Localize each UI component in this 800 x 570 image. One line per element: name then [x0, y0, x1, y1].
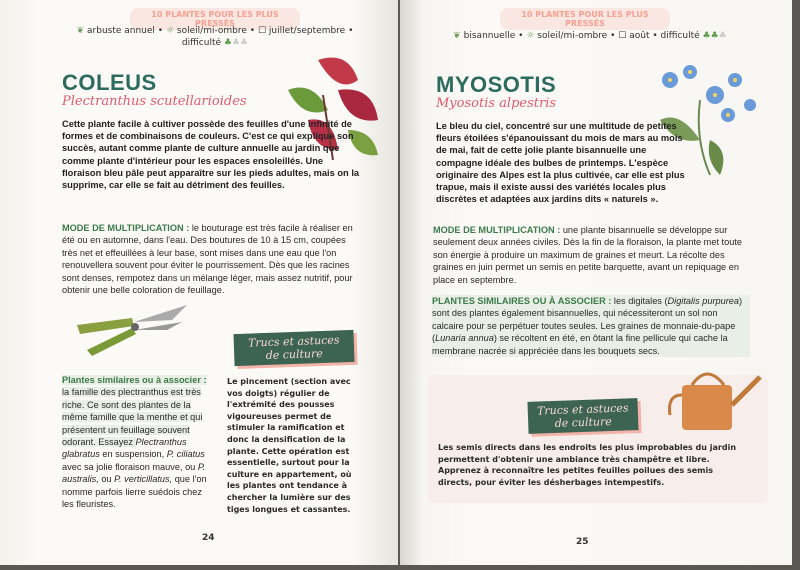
similar-text: la famille des plectranthus est très riche. Ce sont des plantes de la même famille que la menthe et qui présentent un feuillage souvent odorant. Essayez	[62, 387, 203, 448]
similar-text: ) se récoltent en été, en ôtant la fine pellicule qui cache la membrane nacrée si appréciée dans les bouquets secs.	[432, 333, 728, 356]
meta-exposure: soleil/mi-ombre	[176, 26, 247, 36]
similar-species: Digitalis purpurea	[667, 296, 740, 306]
meta-period: août	[629, 31, 650, 41]
similar-plants-paragraph	[62, 374, 212, 510]
similar-species: P. australis,	[62, 461, 206, 485]
meta-period: juillet/septembre	[268, 26, 346, 36]
similar-text: ) sont des plantes également bisannuelles, qui nécessiteront un sol non calcaire pour se perpétuer toutes seules. Les graines de monnaie-du-pape (	[432, 296, 743, 344]
multiplication-text: le bouturage est très facile à réaliser en été ou en automne, dans l'eau. Des boutures de 10 à 15 cm, coupées très net et effeuillées à leur base, sont mises dans une eau que l'on renouvellera souvent pour éviter le pourrissement. Dès que les racines sont denses, rempotez dans un mélange léger, mais assez nutritif, pour obtenir une belle coloration de feuillage.	[62, 223, 353, 296]
page-number: 25	[576, 537, 589, 547]
section-band: 10 PLANTES POUR LES PLUS PRESSÉS	[130, 8, 300, 30]
multiplication-label: MODE DE MULTIPLICATION :	[62, 223, 190, 233]
pruning-shears-illustration	[72, 300, 192, 360]
similar-species: P. ciliatus	[166, 449, 205, 460]
tips-heading-line: de culture	[554, 415, 612, 430]
tips-text: Les semis directs dans les endroits les plus improbables du jardin permettent d'obtenir une ambiance très champêtre et libre. Apprenez à reconnaître les petites feuilles poilues des semis directs, pour éviter les désherbages intempestifs.	[438, 443, 737, 487]
difficulty-rating: ♣♣♣	[702, 31, 727, 41]
similar-plants-paragraph	[432, 295, 750, 357]
plant-meta: ❦ arbuste annuel • ☼ soleil/mi-ombre • ☐ juillet/septembre • difficulté ♣♣♣	[76, 26, 354, 48]
calendar-icon: ☐	[257, 26, 267, 36]
similar-text: que l'on nomme parfois lierre suédois chez les fleuristes.	[62, 474, 207, 510]
tips-heading-line: Trucs et astuces	[536, 401, 629, 418]
watering-can-illustration	[662, 365, 762, 435]
left-page	[0, 0, 398, 565]
plant-latin-name: Plectranthus scutellarioides	[62, 94, 247, 109]
similar-plants-label: PLANTES SIMILAIRES OU À ASSOCIER :	[432, 296, 612, 306]
difficulty-rating: ♣♣♣	[223, 38, 249, 48]
multiplication-text: une plante bisannuelle se développe sur seulement deux années civiles. Dès la fin de la floraison, la plante met toute son énergie à produire un maximum de graines et meurt. La récolte des graines en juin permet un semis en petite barquette, avant un repiquage en place en septembre.	[433, 225, 742, 285]
similar-text: les digitales (	[611, 296, 668, 306]
similar-species: Lunaria annua	[435, 333, 494, 344]
multiplication-paragraph	[62, 222, 362, 296]
sprout-icon: ❦	[76, 26, 85, 36]
similar-text: ou	[98, 474, 115, 485]
tips-heading	[527, 398, 638, 434]
plant-title: MYOSOTIS	[436, 72, 557, 97]
similar-species: P. verticillatus,	[114, 474, 173, 485]
calendar-icon: ☐	[618, 31, 627, 41]
right-page	[400, 0, 792, 565]
tips-heading	[233, 330, 354, 366]
intro-paragraph: Cette plante facile à cultiver possède des feuilles d'une infinité de formes et de combinaisons de couleurs. C'est ce qui explique son succès, autant comme plante de culture annuelle au jardin que comme plante d'intérieur pour les espaces ensoleillés. Une floraison bleu pâle peut apparaître sur les pieds adultes, mais on la supprime, car elle se fait au détriment des feuilles.	[62, 119, 360, 191]
similar-plants-label: Plantes similaires ou à associer :	[62, 375, 207, 385]
tips-heading-line: Trucs et astuces	[247, 333, 340, 350]
meta-difficulty-label: difficulté	[181, 38, 222, 48]
multiplication-paragraph	[433, 224, 745, 286]
intro-paragraph: Le bleu du ciel, concentré sur une multitude de petites fleurs étoilées s'épanouissant du mois de mars au mois de mai, fait de cette jolie plante bisannuelle une compagne idéale des bulbes de printemps. L'espèce originaire des Alpes est la plus cultivée, car elle est plus trapue, mais il existe aussi des variétés locales plus discrètes et adaptées aux jardins dits « naturels ».	[436, 121, 685, 205]
plant-title: COLEUS	[62, 70, 157, 95]
sun-icon: ☼	[526, 31, 535, 41]
similar-text: avec sa jolie floraison mauve, ou	[62, 461, 198, 472]
similar-species: Plectranthus glabratus	[62, 437, 187, 460]
similar-text: en suspension,	[99, 449, 167, 460]
page-number: 24	[202, 533, 215, 543]
meta-difficulty-label: difficulté	[660, 31, 700, 41]
meta-type: bisannuelle	[463, 31, 516, 41]
tips-text: Le pincement (section avec vos doigts) régulier de l'extrémité des pousses vigoureuses permet de stimuler la ramification et donc la densification de la plante. Cette opération est essentielle, surtout pour la culture en appartement, où les plantes ont tendance à chercher la lumière sur des tiges longues et cassantes.	[227, 377, 352, 514]
multiplication-label: MODE DE MULTIPLICATION :	[433, 225, 561, 235]
meta-exposure: soleil/mi-ombre	[537, 31, 608, 41]
plant-latin-name: Myosotis alpestris	[436, 96, 557, 111]
meta-type: arbuste annuel	[87, 26, 155, 36]
plant-meta: ❦ bisannuelle • ☼ soleil/mi-ombre • ☐ août • difficulté ♣♣♣	[453, 31, 727, 41]
sprout-icon: ❦	[453, 31, 461, 41]
sun-icon: ☼	[165, 26, 175, 36]
tips-heading-line: de culture	[265, 347, 323, 362]
section-band: 10 PLANTES POUR LES PLUS PRESSÉS	[500, 8, 670, 30]
